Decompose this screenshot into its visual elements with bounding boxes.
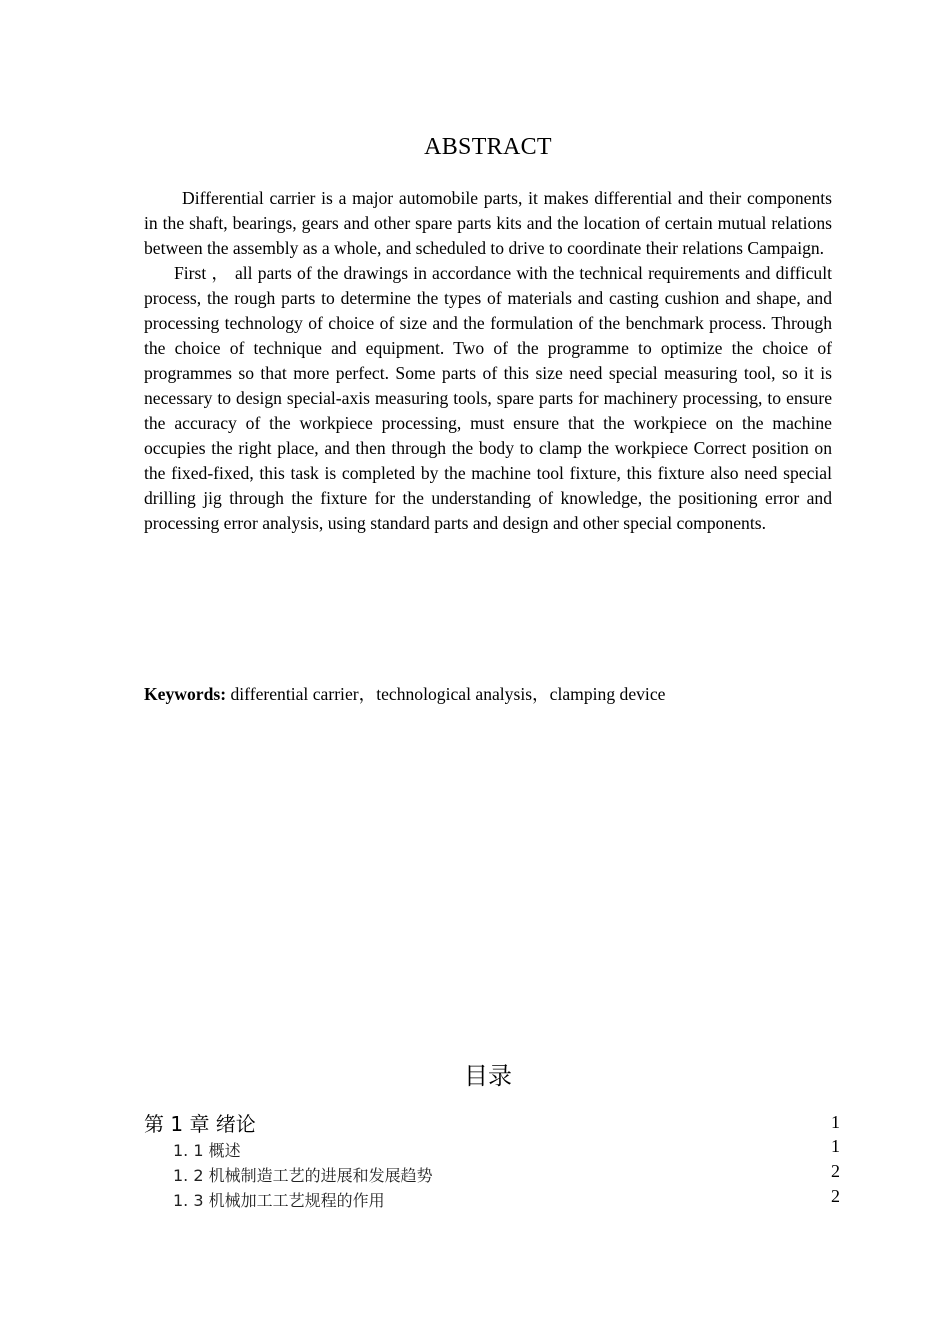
- toc-entry-label: 1. 1 概述: [173, 1141, 241, 1160]
- keywords-label: Keywords:: [144, 684, 227, 704]
- toc-title: 目录: [464, 1062, 512, 1090]
- abstract-paragraph: First ， all parts of the drawings in accordance with the technical requirements and difficult process, the rough parts to determine the types of materials and casting cushion and shape, and processing technology of choice of size and the formulation of the benchmark process. Through the choice of technique and equipment. Two of the programme to optimize the choice of programmes so that more perfect. Some parts of this size need special measuring tool, so it is necessary to design special-axis measuring tools, spare parts for machinery processing, to ensure the accuracy of the workpiece processing, must ensure that the workpiece on the machine occupies the right place, and then through the body to clamp the workpiece Correct position on the fixed-fixed, this task is completed by the machine tool fixture, this fixture also need special drilling jig through the fixture for the understanding of knowledge, the positioning error and processing error analysis, using standard parts and design and other special components.: [144, 263, 832, 533]
- toc-entry-chapter-1[interactable]: [144, 1108, 840, 1136]
- abstract-body: [144, 186, 832, 536]
- toc-entry-section-1-2[interactable]: [144, 1161, 840, 1186]
- keywords-line: [144, 682, 665, 707]
- toc-entry-label: 1. 3 机械加工工艺规程的作用: [173, 1191, 385, 1210]
- toc-entry-section-1-3[interactable]: [144, 1186, 840, 1211]
- toc-entry-label: 第 1 章 绪论: [144, 1112, 256, 1136]
- toc-entry-label: 1. 2 机械制造工艺的进展和发展趋势: [173, 1166, 433, 1185]
- toc-entry-page: 2: [831, 1186, 840, 1206]
- keywords-text: differential carrier，technological analysis，clamping device: [226, 684, 666, 704]
- abstract-title: ABSTRACT: [424, 134, 552, 160]
- toc-entry-page: 1: [831, 1136, 840, 1156]
- abstract-paragraph: Differential carrier is a major automobile parts, it makes differential and their components in the shaft, bearings, gears and other spare parts kits and the location of certain mutual relations between the assembly as a whole, and scheduled to drive to coordinate their relations Campaign.: [144, 188, 832, 258]
- toc-entry-page: 1: [831, 1112, 840, 1132]
- toc-entry-section-1-1[interactable]: [144, 1136, 840, 1161]
- toc-entry-page: 2: [831, 1161, 840, 1181]
- table-of-contents: [144, 1108, 840, 1211]
